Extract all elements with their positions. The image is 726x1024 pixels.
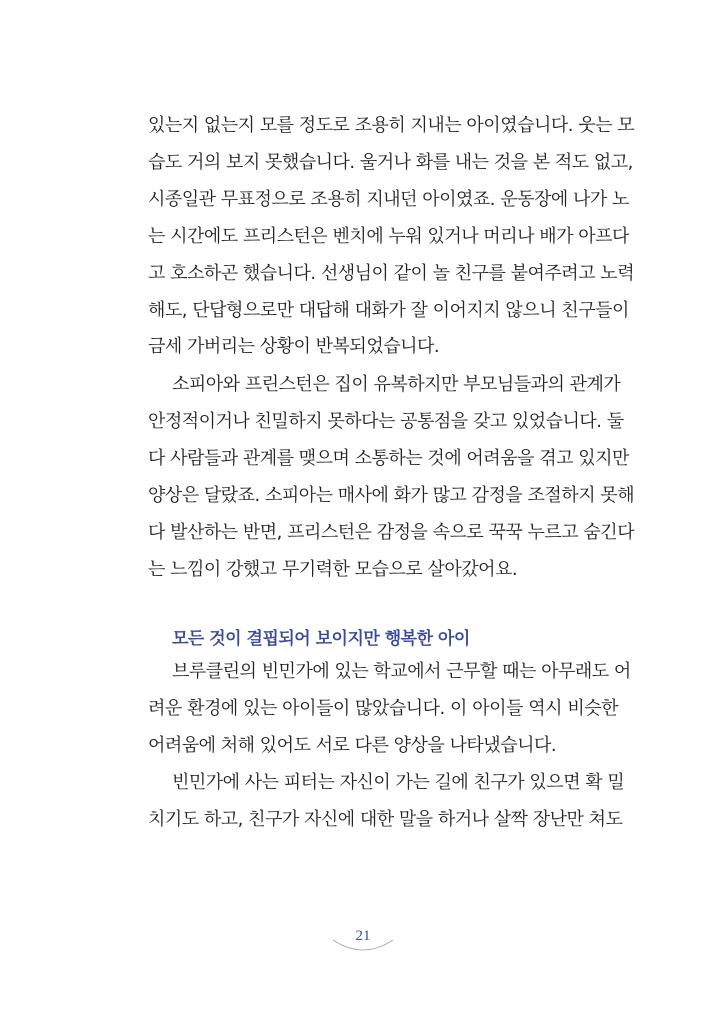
text-line: 금세 가버리는 상황이 반복되었습니다. — [148, 336, 440, 357]
text-line: 시종일관 무표정으로 조용히 지내던 아이였죠. 운동장에 나가 노 — [148, 189, 629, 210]
text-line: 안정적이거나 친밀하지 못하다는 공통점을 갖고 있었습니다. 둘 — [148, 411, 624, 432]
text-line: 는 느낌이 강했고 무기력한 모습으로 살아갔어요. — [148, 559, 518, 580]
text-line: 다 사람들과 관계를 맺으며 소통하는 것에 어려움을 겪고 있지만 — [148, 448, 629, 469]
text-line: 소피아와 프린스턴은 집이 유복하지만 부모님들과의 관계가 — [172, 374, 621, 395]
text-line: 려운 환경에 있는 아이들이 많았습니다. 이 아이들 역시 비슷한 — [148, 698, 618, 719]
text-line: 는 시간에도 프리스턴은 벤치에 누워 있거나 머리나 배가 아프다 — [148, 226, 629, 247]
text-line: 빈민가에 사는 피터는 자신이 가는 길에 친구가 있으면 확 밀 — [172, 772, 625, 793]
section-heading: 모든 것이 결핍되어 보이지만 행복한 아이 — [172, 629, 470, 649]
text-line: 습도 거의 보지 못했습니다. 울거나 화를 내는 것을 본 적도 없고, — [148, 152, 633, 173]
page-number: 21 — [355, 928, 371, 944]
text-line: 치기도 하고, 친구가 자신에 대한 말을 하거나 살짝 장난만 쳐도 — [148, 809, 623, 830]
text-line: 고 호소하곤 했습니다. 선생님이 같이 놀 친구를 붙여주려고 노력 — [148, 263, 635, 284]
text-line: 있는지 없는지 모를 정도로 조용히 지내는 아이였습니다. 웃는 모 — [148, 115, 635, 136]
text-line: 브루클린의 빈민가에 있는 학교에서 근무할 때는 아무래도 어 — [172, 661, 631, 682]
text-line: 해도, 단답형으로만 대답해 대화가 잘 이어지지 않으니 친구들이 — [148, 300, 629, 321]
text-line: 어려움에 처해 있어도 서로 다른 양상을 나타냈습니다. — [148, 735, 557, 756]
text-line: 다 발산하는 반면, 프리스턴은 감정을 속으로 꾹꾹 누르고 숨긴다 — [148, 522, 635, 543]
text-line: 양상은 달랐죠. 소피아는 매사에 화가 많고 감정을 조절하지 못해 — [148, 485, 635, 506]
page-number-ornament — [332, 938, 394, 954]
